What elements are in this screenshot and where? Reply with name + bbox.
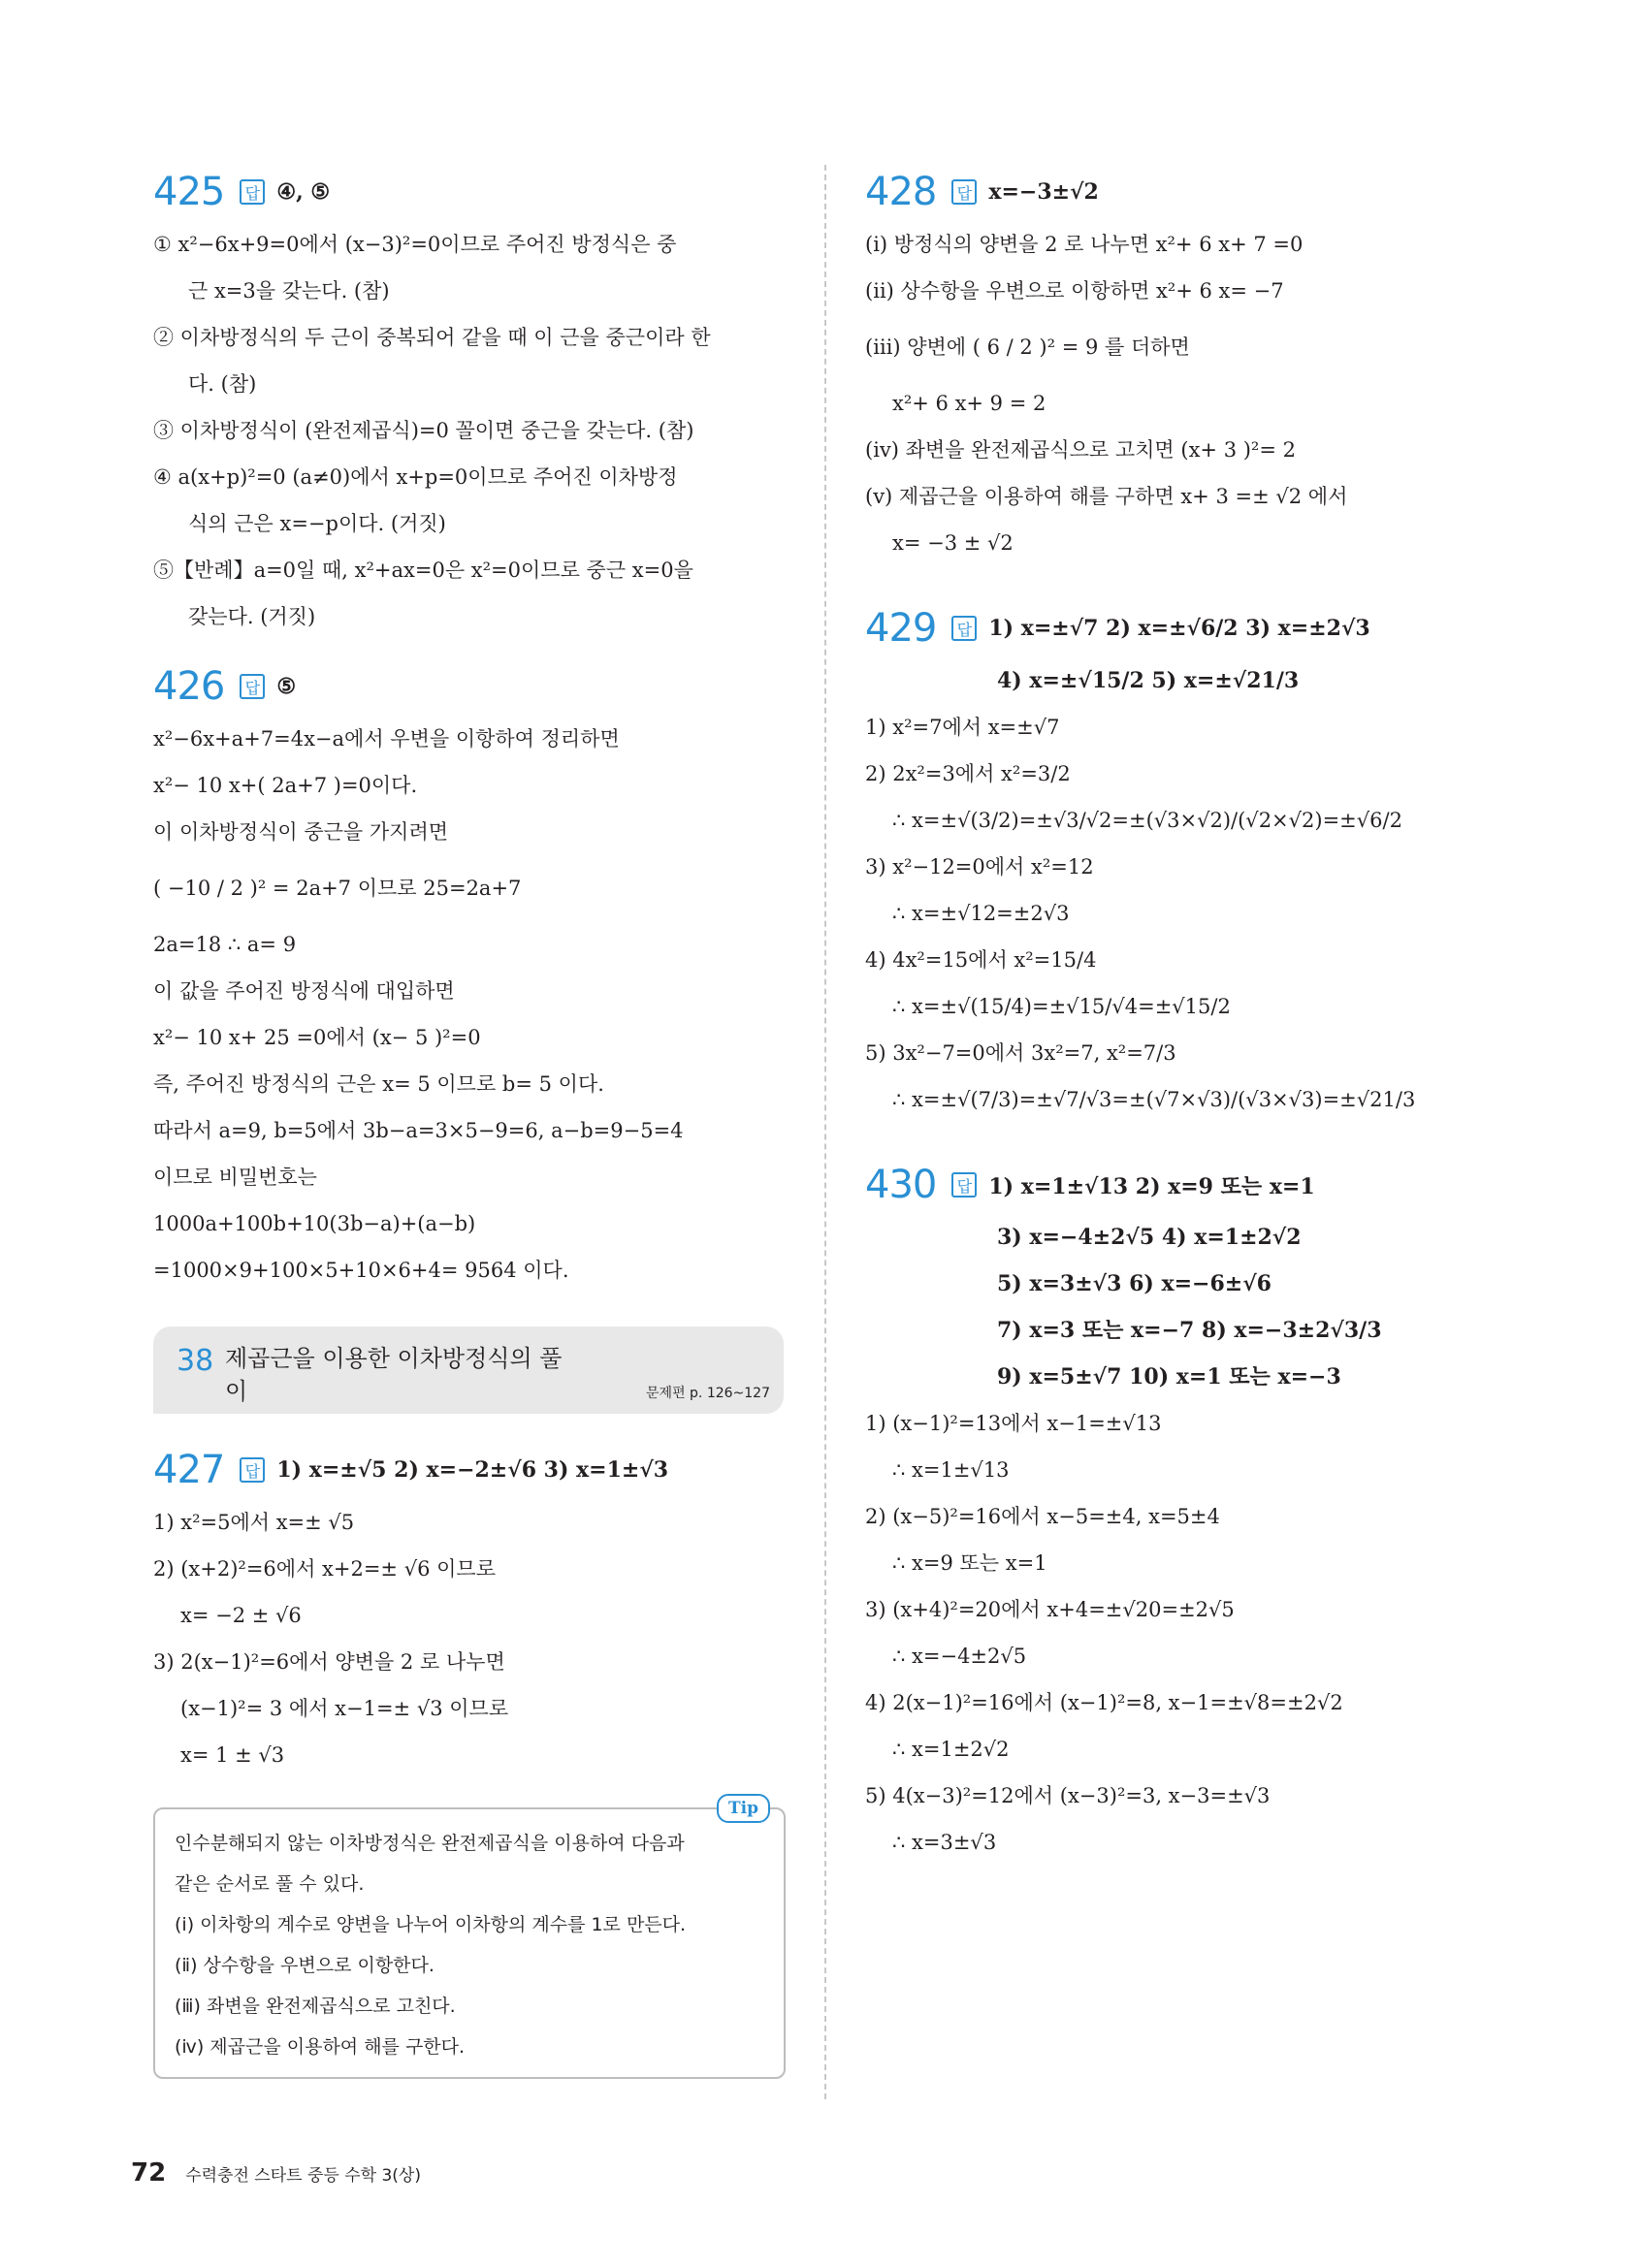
solution-line: x²+ 6 x+ 9 = 2 [892,392,1046,415]
solution-line: ④ a(x+p)²=0 (a≠0)에서 x+p=0이므로 주어진 이차방정 [153,465,678,489]
answer-badge: 답 [240,1457,265,1483]
solution-line: 3) x²−12=0에서 x²=12 [865,855,1094,878]
problem-header [153,659,784,714]
answer-text: 7) x=3 또는 x=−7 8) x=−3±2√3/3 [997,1318,1382,1343]
solution-line: 2) 2x²=3에서 x²=3/2 [865,762,1071,785]
answer-text: ④, ⑤ [276,179,331,205]
section-title: 제곱근을 이용한 이차방정식의 풀이 [225,1345,563,1405]
problem-header [865,1158,1447,1212]
tip-line: 같은 순서로 풀 수 있다. [175,1873,365,1895]
solution-line: 식의 근은 x=−p이다. (거짓) [188,512,446,535]
answer-badge: 답 [951,616,977,641]
solution-line: ∴ x=3±√3 [892,1831,997,1854]
problem-number: 426 [153,664,225,709]
tip-line: 인수분해되지 않는 이차방정식은 완전제곱식을 이용하여 다음과 [175,1833,685,1854]
answer-text: 9) x=5±√7 10) x=1 또는 x=−3 [997,1364,1341,1390]
problem-426 [153,659,784,1294]
problem-header [153,165,784,219]
solution-line: 따라서 a=9, b=5에서 3b−a=3×5−9=6, a−b=9−5=4 [153,1119,684,1142]
solution-line: ① x²−6x+9=0에서 (x−3)²=0이므로 주어진 방정식은 중 [153,233,677,256]
section-banner [153,1326,784,1414]
problem-header [153,1443,784,1497]
solution-line: 2) (x+2)²=6에서 x+2=± √6 이므로 [153,1557,496,1581]
solution-line: x²− 10 x+ 25 =0에서 (x− 5 )²=0 [153,1026,481,1049]
answer-line [865,1261,1447,1307]
answer-line [865,657,1447,704]
answer-badge: 답 [951,179,977,205]
answer-line [865,1307,1447,1354]
solution-line: (ⅲ) 양변에 ( 6 / 2 )² = 9 를 더하면 [865,335,1190,359]
answer-line [865,1354,1447,1400]
problem-number: 425 [153,170,225,214]
problem-429 [865,601,1447,1123]
solution-line: 3) (x+4)²=20에서 x+4=±√20=±2√5 [865,1598,1235,1621]
tip-line: (ⅰ) 이차항의 계수로 양변을 나누어 이차항의 계수를 1로 만든다. [175,1914,687,1935]
solution-line: (ⅴ) 제곱근을 이용하여 해를 구하면 x+ 3 =± √2 에서 [865,485,1348,508]
solution-line: ⑤【반례】a=0일 때, x²+ax=0은 x²=0이므로 중근 x=0을 [153,559,693,582]
right-column [865,165,1447,1866]
solution-line: 3) 2(x−1)²=6에서 양변을 2 로 나누면 [153,1650,505,1674]
problem-428 [865,165,1447,566]
solution-line: ∴ x=±√12=±2√3 [892,902,1070,925]
solution-line: 4) 2(x−1)²=16에서 (x−1)²=8, x−1=±√8=±2√2 [865,1691,1343,1714]
solution-line: 즉, 주어진 방정식의 근은 x= 5 이므로 b= 5 이다. [153,1072,604,1096]
solution-line: ∴ x=1±2√2 [892,1738,1010,1761]
answer-text: 1) x=±√5 2) x=−2±√6 3) x=1±√3 [276,1457,669,1483]
problem-number: 428 [865,170,937,214]
answer-text: 1) x=±√7 2) x=±√6/2 3) x=±2√3 [988,616,1370,641]
answer-text: 1) x=1±√13 2) x=9 또는 x=1 [988,1173,1315,1199]
solution-line: 2a=18 ∴ a= 9 [153,933,297,956]
solution-line: 1) x²=5에서 x=± √5 [153,1511,355,1534]
solution-line: 이 값을 주어진 방정식에 대입하면 [153,979,455,1003]
tip-line: (ⅳ) 제곱근을 이용하여 해를 구한다. [175,2036,466,2058]
solution-line: x= 1 ± √3 [180,1743,285,1767]
answer-line [865,1214,1447,1261]
answer-badge: 답 [951,1172,977,1198]
solution-line: x²−6x+a+7=4x−a에서 우변을 이항하여 정리하면 [153,727,620,751]
page-number: 72 [131,2158,167,2188]
solution-line: (ⅳ) 좌변을 완전제곱식으로 고치면 (x+ 3 )²= 2 [865,438,1296,462]
tip-box [153,1799,786,2079]
solution-line: 근 x=3을 갖는다. (참) [188,279,390,303]
problem-number: 430 [865,1163,937,1207]
section-page-reference: 문제편 p. 126~127 [646,1386,770,1401]
tip-line: (ⅲ) 좌변을 완전제곱식으로 고친다. [175,1996,456,2017]
solution-line: (ⅱ) 상수항을 우변으로 이항하면 x²+ 6 x= −7 [865,279,1284,303]
problem-427 [153,1443,784,1778]
solution-line: (x−1)²= 3 에서 x−1=± √3 이므로 [180,1697,509,1720]
solution-line: 4) 4x²=15에서 x²=15/4 [865,948,1097,972]
solution-line: 1000a+100b+10(3b−a)+(a−b) [153,1212,476,1235]
solution-line: x= −2 ± √6 [180,1604,302,1627]
solution-line: 이므로 비밀번호는 [153,1166,317,1189]
tip-label: Tip [717,1794,770,1823]
answer-text: 3) x=−4±2√5 4) x=1±2√2 [997,1225,1302,1250]
solution-line: =1000×9+100×5+10×6+4= 9564 이다. [153,1259,569,1282]
answer-badge: 답 [240,179,265,205]
page-footer [131,2158,421,2188]
solution-line: ② 이차방정식의 두 근이 중복되어 같을 때 이 근을 중근이라 한 [153,326,711,349]
solution-line: 1) (x−1)²=13에서 x−1=±√13 [865,1412,1162,1435]
solution-line: ( −10 / 2 )² = 2a+7 이므로 25=2a+7 [153,877,522,900]
answer-text: 5) x=3±√3 6) x=−6±√6 [997,1271,1272,1296]
solution-line: 갖는다. (거짓) [188,605,316,628]
tip-line: (ⅱ) 상수항을 우변으로 이항한다. [175,1955,435,1976]
problem-425 [153,165,784,640]
solution-line: 다. (참) [188,372,257,396]
solution-line: ∴ x=1±√13 [892,1458,1010,1482]
problem-430 [865,1158,1447,1866]
answer-text: 4) x=±√15/2 5) x=±√21/3 [997,668,1300,693]
problem-number: 427 [153,1448,225,1492]
section-number: 38 [177,1344,214,1378]
left-column [153,165,784,2079]
solution-line: ∴ x=±√(15/4)=±√15/√4=±√15/2 [892,995,1231,1018]
solution-line: ∴ x=−4±2√5 [892,1645,1027,1668]
solution-line: x= −3 ± √2 [892,531,1014,555]
solution-line: 5) 3x²−7=0에서 3x²=7, x²=7/3 [865,1041,1176,1065]
answer-text: x=−3±√2 [988,179,1099,205]
answer-badge: 답 [240,674,265,699]
problem-header [865,165,1447,219]
solution-line: 2) (x−5)²=16에서 x−5=±4, x=5±4 [865,1505,1220,1528]
column-divider [824,165,826,2099]
problem-header [865,601,1447,655]
solution-line: ③ 이차방정식이 (완전제곱식)=0 꼴이면 중근을 갖는다. (참) [153,419,694,442]
solution-line: ∴ x=±√(3/2)=±√3/√2=±(√3×√2)/(√2×√2)=±√6/2 [892,809,1402,832]
solution-line: ∴ x=9 또는 x=1 [892,1551,1047,1575]
solution-line: (ⅰ) 방정식의 양변을 2 로 나누면 x²+ 6 x+ 7 =0 [865,233,1304,256]
solution-line: 이 이차방정식이 중근을 가지려면 [153,820,449,844]
answer-text: ⑤ [276,674,297,699]
book-title: 수력충전 스타트 중등 수학 3(상) [185,2166,421,2186]
solution-line: x²− 10 x+( 2a+7 )=0이다. [153,774,418,797]
problem-number: 429 [865,606,937,651]
solution-line: ∴ x=±√(7/3)=±√7/√3=±(√7×√3)/(√3×√3)=±√21/3 [892,1088,1416,1111]
solution-line: 1) x²=7에서 x=±√7 [865,716,1060,739]
solution-line: 5) 4(x−3)²=12에서 (x−3)²=3, x−3=±√3 [865,1784,1271,1807]
